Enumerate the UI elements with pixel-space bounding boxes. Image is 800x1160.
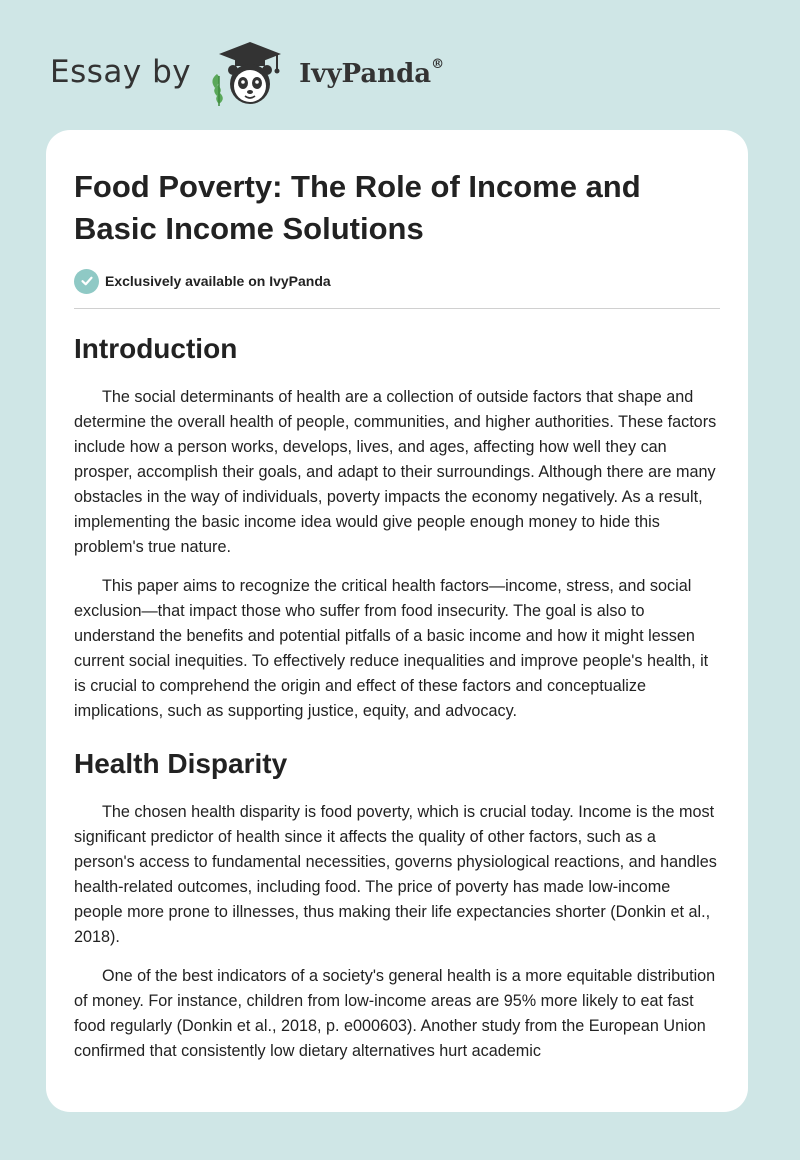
divider bbox=[74, 308, 720, 309]
page-title: Food Poverty: The Role of Income and Basic Income Solutions bbox=[74, 169, 641, 246]
section-heading: Introduction bbox=[74, 333, 238, 364]
brand-name-text: IvyPanda bbox=[299, 59, 432, 89]
section-introduction bbox=[74, 332, 720, 724]
badge-text: Exclusively available on IvyPanda bbox=[105, 273, 331, 289]
brand-prefix: Essay by bbox=[50, 54, 192, 90]
section-heading: Health Disparity bbox=[74, 748, 288, 779]
exclusive-badge bbox=[74, 267, 720, 295]
panda-logo-icon[interactable] bbox=[205, 40, 295, 110]
check-icon bbox=[74, 269, 99, 294]
registered-mark: ® bbox=[431, 57, 445, 72]
essay-card bbox=[46, 130, 748, 1112]
paragraph: One of the best indicators of a society's general health is a more equitable distribution of money. For instance, children from low-income areas are 95% more likely to eat fast food regularly (Donkin et al., 2018, p. e000603). Another study from the European Union confirmed that consistently low dietary alternatives hurt academic bbox=[74, 967, 716, 1060]
paragraph: The social determinants of health are a collection of outside factors that shape and determine the overall health of people, communities, and higher authorities. These factors include how a person works, develops, lives, and ages, affecting how well they can prosper, accomplish their goals, and adapt to their surroundings. Although there are many obstacles in the way of individuals, poverty impacts the economy negatively. As a result, implementing the basic income idea would give people enough money to hide this problem's true nature. bbox=[74, 388, 717, 556]
paragraph: This paper aims to recognize the critical health factors—income, stress, and social exclusion—that impact those who suffer from food insecurity. The goal is also to understand the benefits and potential pitfalls of a basic income and how it might lessen current social inequities. To effectively reduce inequalities and improve people's health, it is crucial to comprehend the origin and effect of these factors and conceptualize implications, such as supporting justice, equity, and advocacy. bbox=[74, 577, 709, 720]
section-health-disparity bbox=[74, 747, 720, 1064]
brand-name[interactable] bbox=[299, 59, 444, 89]
brand-header bbox=[50, 40, 444, 110]
paragraph: The chosen health disparity is food poverty, which is crucial today. Income is the most significant predictor of health since it affects the quality of other factors, such as a person's access to fundamental necessities, governs physiological reactions, and handles health-related outcomes, including food. The price of poverty has made low-income people more prone to illnesses, thus making their life expectancies shorter (Donkin et al., 2018). bbox=[74, 803, 717, 946]
